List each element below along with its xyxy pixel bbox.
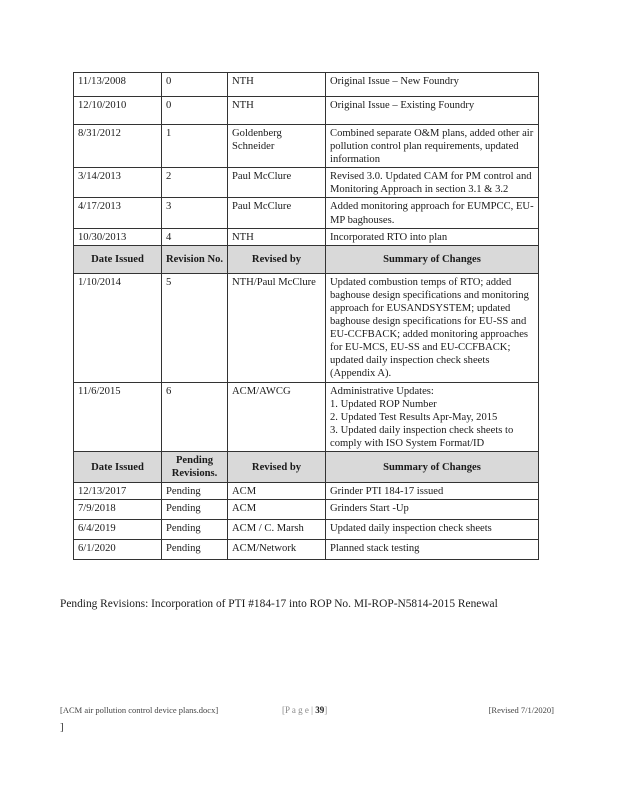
revised-by-cell: NTH — [228, 228, 326, 245]
table-row — [74, 168, 539, 198]
revised-by-cell: ACM/Network — [228, 540, 326, 560]
table-row — [74, 97, 539, 125]
summary-cell: Updated combustion temps of RTO; added baghouse design specifications and monitoring approach for EUSANDSYSTEM; updated baghouse design specifications for EU-SS and EU-CCFBACK; added monitoring approaches for EU-MCS, EU-SS and EU-CCFBACK; updated daily inspection check sheets (Appendix A). — [326, 273, 539, 382]
column-header-revised-by: Revised by — [228, 245, 326, 273]
table-row — [74, 125, 539, 168]
column-header-date: Date Issued — [74, 451, 162, 482]
column-header-date: Date Issued — [74, 245, 162, 273]
revision-cell: 1 — [162, 125, 228, 168]
summary-cell: Grinder PTI 184-17 issued — [326, 483, 539, 500]
date-cell: 3/14/2013 — [74, 168, 162, 198]
date-cell: 12/13/2017 — [74, 483, 162, 500]
table-row — [74, 73, 539, 97]
revision-cell: 5 — [162, 273, 228, 382]
revision-cell: 0 — [162, 97, 228, 125]
table-row — [74, 198, 539, 228]
revised-by-cell: ACM — [228, 500, 326, 520]
summary-line: 1. Updated ROP Number — [330, 398, 437, 410]
table-header-row — [74, 451, 539, 482]
page-number: 39 — [315, 705, 325, 715]
table-row — [74, 500, 539, 520]
table-row — [74, 228, 539, 245]
revision-cell: Pending — [162, 483, 228, 500]
footer-filename: [ACM air pollution control device plans.docx] — [60, 705, 219, 715]
summary-cell — [326, 382, 539, 451]
revised-by-cell: ACM — [228, 483, 326, 500]
revised-by-cell: ACM/AWCG — [228, 382, 326, 451]
revised-by-cell: NTH/Paul McClure — [228, 273, 326, 382]
revised-by-cell: NTH — [228, 73, 326, 97]
date-cell: 11/6/2015 — [74, 382, 162, 451]
date-cell: 10/30/2013 — [74, 228, 162, 245]
page-label: [P a g e | — [282, 705, 313, 715]
footer-bracket: ] — [60, 721, 64, 733]
summary-line: 3. Updated daily inspection check sheets to comply with ISO System Format/ID — [330, 424, 514, 449]
summary-cell: Added monitoring approach for EUMPCC, EU-MP baghouses. — [326, 198, 539, 228]
revision-cell: Pending — [162, 500, 228, 520]
revision-cell: 3 — [162, 198, 228, 228]
footer-revised-date: [Revised 7/1/2020] — [488, 705, 554, 715]
date-cell: 4/17/2013 — [74, 198, 162, 228]
summary-cell: Combined separate O&M plans, added other air pollution control plan requirements, updated information — [326, 125, 539, 168]
column-header-summary: Summary of Changes — [326, 451, 539, 482]
summary-cell: Grinders Start -Up — [326, 500, 539, 520]
date-cell: 1/10/2014 — [74, 273, 162, 382]
date-cell: 8/31/2012 — [74, 125, 162, 168]
date-cell: 11/13/2008 — [74, 73, 162, 97]
column-header-summary: Summary of Changes — [326, 245, 539, 273]
revision-history-table — [73, 72, 539, 560]
column-header-revised-by: Revised by — [228, 451, 326, 482]
date-cell: 6/1/2020 — [74, 540, 162, 560]
revised-by-cell: Goldenberg Schneider — [228, 125, 326, 168]
table-row — [74, 520, 539, 540]
table-header-row — [74, 245, 539, 273]
footer-page-number — [282, 705, 327, 715]
revision-cell: 0 — [162, 73, 228, 97]
revised-by-cell: Paul McClure — [228, 168, 326, 198]
summary-cell: Original Issue – Existing Foundry — [326, 97, 539, 125]
page-label-close: ] — [324, 705, 328, 715]
date-cell: 12/10/2010 — [74, 97, 162, 125]
table-row — [74, 382, 539, 451]
table-row — [74, 483, 539, 500]
revision-cell: Pending — [162, 520, 228, 540]
summary-cell: Incorporated RTO into plan — [326, 228, 539, 245]
revision-cell: 6 — [162, 382, 228, 451]
date-cell: 7/9/2018 — [74, 500, 162, 520]
summary-cell: Updated daily inspection check sheets — [326, 520, 539, 540]
summary-cell: Revised 3.0. Updated CAM for PM control and Monitoring Approach in section 3.1 & 3.2 — [326, 168, 539, 198]
column-header-revision: Revision No. — [162, 245, 228, 273]
column-header-pending-revisions: Pending Revisions. — [162, 451, 228, 482]
revision-cell: 4 — [162, 228, 228, 245]
revised-by-cell: Paul McClure — [228, 198, 326, 228]
page-footer — [60, 705, 554, 719]
summary-cell: Original Issue – New Foundry — [326, 73, 539, 97]
table-row — [74, 540, 539, 560]
summary-line: Administrative Updates: — [330, 385, 434, 397]
revised-by-cell: ACM / C. Marsh — [228, 520, 326, 540]
pending-revisions-note: Pending Revisions: Incorporation of PTI #184-17 into ROP No. MI-ROP-N5814-2015 Renewal — [60, 598, 498, 610]
date-cell: 6/4/2019 — [74, 520, 162, 540]
revision-cell: 2 — [162, 168, 228, 198]
revised-by-cell: NTH — [228, 97, 326, 125]
revision-cell: Pending — [162, 540, 228, 560]
summary-cell: Planned stack testing — [326, 540, 539, 560]
table-row — [74, 273, 539, 382]
summary-line: 2. Updated Test Results Apr-May, 2015 — [330, 411, 498, 423]
